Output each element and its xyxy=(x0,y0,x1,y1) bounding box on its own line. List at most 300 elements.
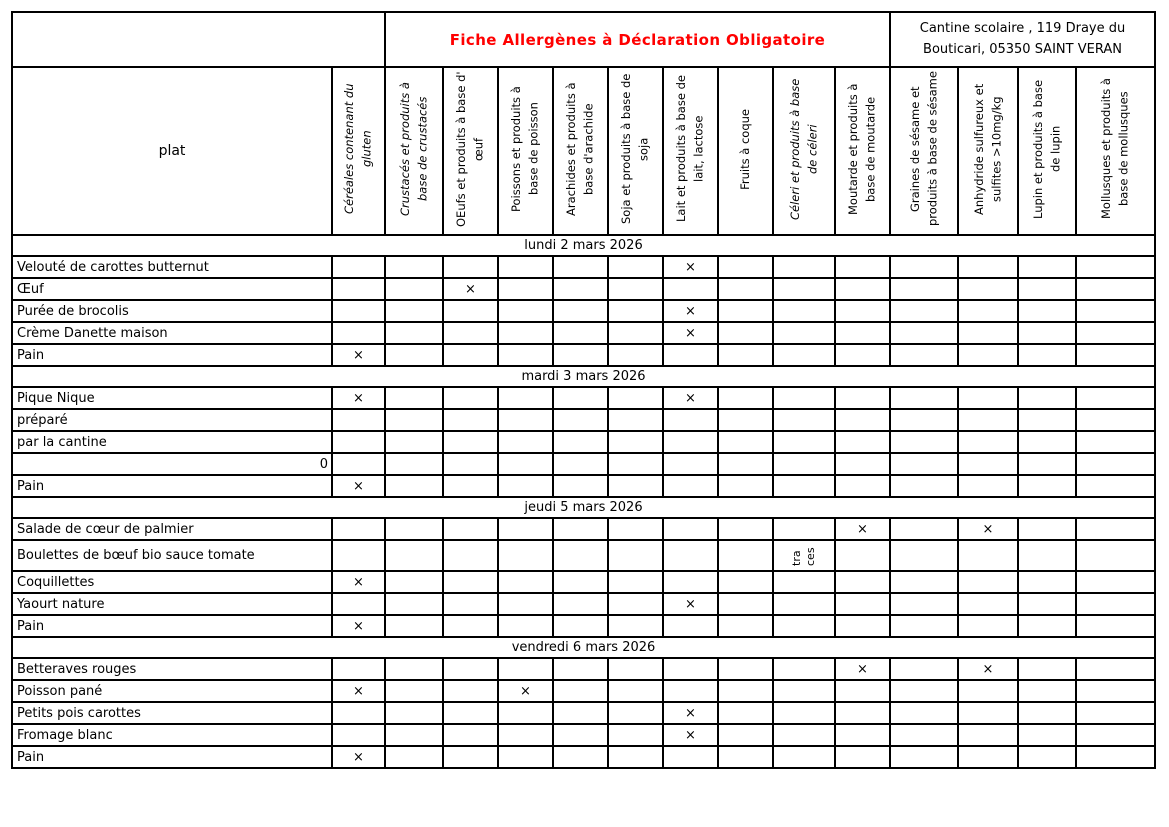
cross-mark-cell: × xyxy=(663,724,718,746)
allergen-mark-cell xyxy=(553,409,608,431)
allergen-mark-cell xyxy=(663,615,718,637)
dish-name-cell: Pain xyxy=(12,475,332,497)
allergen-mark-cell xyxy=(835,746,890,768)
allergen-mark-cell xyxy=(498,746,553,768)
allergen-mark-cell xyxy=(498,593,553,615)
cross-mark-cell: × xyxy=(332,615,385,637)
allergen-mark-cell xyxy=(608,540,663,571)
cantine-address xyxy=(890,12,1155,67)
allergen-mark-cell xyxy=(443,431,498,453)
section-date-row xyxy=(12,637,1155,658)
allergen-mark-cell xyxy=(958,431,1018,453)
allergen-mark-cell xyxy=(773,615,835,637)
allergen-mark-cell xyxy=(773,540,835,571)
allergen-mark-cell xyxy=(608,746,663,768)
allergen-mark-cell xyxy=(1018,593,1076,615)
allergen-mark-cell xyxy=(553,431,608,453)
allergen-mark-cell xyxy=(498,278,553,300)
allergen-mark-cell xyxy=(1076,724,1155,746)
dish-row xyxy=(12,593,1155,615)
section-date-label: lundi 2 mars 2026 xyxy=(12,235,1155,256)
allergen-mark-cell xyxy=(890,680,958,702)
allergen-mark-cell xyxy=(835,540,890,571)
allergen-mark-cell xyxy=(773,300,835,322)
allergen-mark-cell xyxy=(718,593,773,615)
dish-row xyxy=(12,344,1155,366)
allergen-mark-cell xyxy=(1076,518,1155,540)
allergen-mark-cell xyxy=(553,724,608,746)
allergen-mark-cell xyxy=(443,344,498,366)
allergen-mark-cell xyxy=(890,300,958,322)
cross-mark-cell: × xyxy=(332,387,385,409)
allergen-mark-cell xyxy=(385,300,443,322)
allergen-mark-cell xyxy=(608,256,663,278)
dish-name-cell: 0 xyxy=(12,453,332,475)
allergen-mark-cell xyxy=(1076,387,1155,409)
dish-name-cell: Velouté de carottes butternut xyxy=(12,256,332,278)
allergen-mark-cell xyxy=(835,702,890,724)
cross-mark-cell: × xyxy=(958,658,1018,680)
allergen-mark-cell xyxy=(1076,322,1155,344)
allergen-mark-cell xyxy=(498,409,553,431)
allergen-mark-cell xyxy=(890,615,958,637)
allergen-mark-cell xyxy=(958,540,1018,571)
address-line-1: Cantine scolaire , 119 Draye du xyxy=(919,20,1126,36)
allergen-mark-cell xyxy=(385,387,443,409)
allergen-mark-cell xyxy=(608,518,663,540)
allergen-mark-cell xyxy=(553,300,608,322)
allergen-mark-cell xyxy=(332,300,385,322)
dish-name-cell: Crème Danette maison xyxy=(12,322,332,344)
allergen-mark-cell xyxy=(663,680,718,702)
dish-row xyxy=(12,615,1155,637)
allergen-mark-cell xyxy=(663,571,718,593)
allergen-mark-cell xyxy=(498,387,553,409)
allergen-mark-cell xyxy=(890,658,958,680)
allergen-mark-cell xyxy=(1018,702,1076,724)
allergen-mark-cell xyxy=(835,724,890,746)
allergen-mark-cell xyxy=(443,724,498,746)
dish-row xyxy=(12,724,1155,746)
allergen-mark-cell xyxy=(890,387,958,409)
allergen-mark-cell xyxy=(718,256,773,278)
allergen-mark-cell xyxy=(1076,571,1155,593)
allergen-mark-cell xyxy=(443,615,498,637)
allergen-table xyxy=(11,11,1156,769)
allergen-mark-cell xyxy=(773,322,835,344)
cross-mark-cell: × xyxy=(958,518,1018,540)
allergen-mark-cell xyxy=(1076,278,1155,300)
allergen-mark-cell xyxy=(385,571,443,593)
top-left-empty-cell xyxy=(12,12,385,67)
allergen-column-label: Céleri et produits à base de céleri xyxy=(787,78,819,220)
allergen-mark-cell xyxy=(890,453,958,475)
allergen-mark-cell xyxy=(773,593,835,615)
allergen-mark-cell xyxy=(385,746,443,768)
allergen-mark-cell xyxy=(553,518,608,540)
dish-name-cell: Salade de cœur de palmier xyxy=(12,518,332,540)
allergen-mark-cell xyxy=(1076,702,1155,724)
dish-name-cell: Pain xyxy=(12,746,332,768)
allergen-mark-cell xyxy=(498,344,553,366)
allergen-mark-cell xyxy=(332,724,385,746)
allergen-mark-cell xyxy=(498,658,553,680)
allergen-mark-cell xyxy=(385,409,443,431)
allergen-mark-cell xyxy=(1018,300,1076,322)
cross-mark-cell: × xyxy=(498,680,553,702)
allergen-column-label: Céréales contenant du gluten xyxy=(342,83,374,215)
allergen-mark-cell xyxy=(385,475,443,497)
allergen-mark-cell xyxy=(718,746,773,768)
allergen-mark-cell xyxy=(385,615,443,637)
allergen-mark-cell xyxy=(718,518,773,540)
allergen-mark-cell xyxy=(773,475,835,497)
allergen-mark-cell xyxy=(498,322,553,344)
dish-row xyxy=(12,453,1155,475)
allergen-column-label: Crustacés et produits à base de crustacés xyxy=(397,82,429,216)
allergen-mark-cell xyxy=(718,475,773,497)
allergen-mark-cell xyxy=(958,593,1018,615)
allergen-mark-cell xyxy=(443,256,498,278)
allergen-column-header xyxy=(498,67,553,235)
allergen-mark-cell xyxy=(718,431,773,453)
allergen-mark-cell xyxy=(890,571,958,593)
dish-name-cell: Boulettes de bœuf bio sauce tomate xyxy=(12,540,332,571)
cross-mark-cell: × xyxy=(835,518,890,540)
allergen-mark-cell xyxy=(385,344,443,366)
allergen-mark-cell xyxy=(608,409,663,431)
dish-name-cell: Yaourt nature xyxy=(12,593,332,615)
allergen-mark-cell xyxy=(332,540,385,571)
allergen-column-header xyxy=(443,67,498,235)
cross-mark-cell: × xyxy=(663,300,718,322)
allergen-mark-cell xyxy=(385,431,443,453)
plat-column-header: plat xyxy=(12,67,332,235)
allergen-mark-cell xyxy=(1076,300,1155,322)
allergen-column-header xyxy=(663,67,718,235)
allergen-mark-cell xyxy=(498,724,553,746)
allergen-mark-cell xyxy=(332,658,385,680)
allergen-mark-cell xyxy=(718,658,773,680)
dish-row xyxy=(12,475,1155,497)
allergen-mark-cell xyxy=(1076,256,1155,278)
allergen-mark-cell xyxy=(1018,387,1076,409)
allergen-mark-cell xyxy=(835,571,890,593)
allergen-mark-cell xyxy=(332,256,385,278)
allergen-mark-cell xyxy=(385,278,443,300)
allergen-mark-cell xyxy=(958,680,1018,702)
allergen-mark-cell xyxy=(835,322,890,344)
dish-name-cell: Petits pois carottes xyxy=(12,702,332,724)
allergen-mark-cell xyxy=(718,724,773,746)
allergen-mark-cell xyxy=(718,409,773,431)
allergen-mark-cell xyxy=(443,593,498,615)
cross-mark-cell: × xyxy=(835,658,890,680)
allergen-mark-cell xyxy=(835,409,890,431)
allergen-mark-cell xyxy=(835,453,890,475)
allergen-mark-cell xyxy=(1018,571,1076,593)
allergen-mark-cell xyxy=(553,680,608,702)
allergen-mark-cell xyxy=(553,278,608,300)
top-band-row xyxy=(12,12,1155,67)
allergen-mark-cell xyxy=(385,540,443,571)
allergen-mark-cell xyxy=(1076,615,1155,637)
allergen-mark-cell xyxy=(385,256,443,278)
traces-mark: tra ces xyxy=(790,547,817,566)
dish-row xyxy=(12,680,1155,702)
allergen-mark-cell xyxy=(498,256,553,278)
allergen-mark-cell xyxy=(443,658,498,680)
allergen-mark-cell xyxy=(773,278,835,300)
allergen-column-header xyxy=(1018,67,1076,235)
allergen-mark-cell xyxy=(608,453,663,475)
dish-name-cell: Fromage blanc xyxy=(12,724,332,746)
allergen-column-label: OEufs et produits à base d' œuf xyxy=(454,71,486,227)
allergen-mark-cell xyxy=(332,409,385,431)
allergen-mark-cell xyxy=(835,300,890,322)
dish-row xyxy=(12,746,1155,768)
allergen-mark-cell xyxy=(835,615,890,637)
allergen-mark-cell xyxy=(553,571,608,593)
allergen-mark-cell xyxy=(958,344,1018,366)
allergen-mark-cell xyxy=(663,453,718,475)
allergen-mark-cell xyxy=(1076,453,1155,475)
allergen-mark-cell xyxy=(1076,540,1155,571)
allergen-mark-cell xyxy=(718,571,773,593)
allergen-mark-cell xyxy=(608,615,663,637)
cross-mark-cell: × xyxy=(332,571,385,593)
allergen-mark-cell xyxy=(385,724,443,746)
allergen-column-label: Moutarde et produits à base de moutarde xyxy=(846,83,878,215)
allergen-mark-cell xyxy=(835,344,890,366)
dish-row xyxy=(12,571,1155,593)
allergen-mark-cell xyxy=(773,256,835,278)
allergen-mark-cell xyxy=(663,409,718,431)
allergen-mark-cell xyxy=(498,571,553,593)
allergen-mark-cell xyxy=(385,518,443,540)
allergen-column-label: Lupin et produits à base de lupin xyxy=(1030,79,1062,219)
allergen-mark-cell xyxy=(835,680,890,702)
allergen-mark-cell xyxy=(608,702,663,724)
allergen-mark-cell xyxy=(443,409,498,431)
allergen-mark-cell xyxy=(443,571,498,593)
cross-mark-cell: × xyxy=(443,278,498,300)
dish-name-cell: préparé xyxy=(12,409,332,431)
allergen-mark-cell xyxy=(608,680,663,702)
allergen-mark-cell xyxy=(835,593,890,615)
allergen-mark-cell xyxy=(1018,278,1076,300)
allergen-mark-cell xyxy=(608,344,663,366)
allergen-mark-cell xyxy=(498,615,553,637)
allergen-mark-cell xyxy=(773,746,835,768)
allergen-mark-cell xyxy=(443,540,498,571)
allergen-mark-cell xyxy=(443,453,498,475)
allergen-mark-cell xyxy=(385,702,443,724)
cross-mark-cell: × xyxy=(663,702,718,724)
allergen-mark-cell xyxy=(332,431,385,453)
allergen-mark-cell xyxy=(385,658,443,680)
dish-name-cell: Coquillettes xyxy=(12,571,332,593)
allergen-mark-cell xyxy=(958,475,1018,497)
allergen-mark-cell xyxy=(773,724,835,746)
allergen-mark-cell xyxy=(608,571,663,593)
allergen-mark-cell xyxy=(890,702,958,724)
allergen-mark-cell xyxy=(663,518,718,540)
allergen-column-header xyxy=(1076,67,1155,235)
allergen-mark-cell xyxy=(1018,453,1076,475)
section-date-label: mardi 3 mars 2026 xyxy=(12,366,1155,387)
allergen-column-header xyxy=(773,67,835,235)
allergen-column-label: Anhydride sulfureux et sulfites >10mg/kg xyxy=(971,83,1003,215)
dish-name-cell: Pain xyxy=(12,615,332,637)
allergen-mark-cell xyxy=(890,344,958,366)
allergen-mark-cell xyxy=(1018,409,1076,431)
allergen-mark-cell xyxy=(443,300,498,322)
allergen-mark-cell xyxy=(773,702,835,724)
allergen-mark-cell xyxy=(1076,475,1155,497)
allergen-column-label: Arachides et produits à base d'arachide xyxy=(564,82,596,216)
allergen-mark-cell xyxy=(773,344,835,366)
allergen-mark-cell xyxy=(1076,746,1155,768)
allergen-mark-cell xyxy=(608,278,663,300)
dish-name-cell: Œuf xyxy=(12,278,332,300)
allergen-mark-cell xyxy=(553,475,608,497)
column-header-row xyxy=(12,67,1155,235)
allergen-mark-cell xyxy=(1076,680,1155,702)
allergen-mark-cell xyxy=(608,658,663,680)
cross-mark-cell: × xyxy=(663,593,718,615)
allergen-mark-cell xyxy=(773,431,835,453)
allergen-mark-cell xyxy=(498,540,553,571)
allergen-mark-cell xyxy=(835,278,890,300)
allergen-column-label: Mollusques et produits à base de mollusques xyxy=(1099,78,1131,220)
allergen-mark-cell xyxy=(332,593,385,615)
allergen-mark-cell xyxy=(773,680,835,702)
allergen-mark-cell xyxy=(890,322,958,344)
allergen-mark-cell xyxy=(718,453,773,475)
allergen-mark-cell xyxy=(835,387,890,409)
allergen-mark-cell xyxy=(1018,344,1076,366)
allergen-mark-cell xyxy=(1018,518,1076,540)
allergen-mark-cell xyxy=(890,746,958,768)
allergen-mark-cell xyxy=(1018,724,1076,746)
allergen-mark-cell xyxy=(385,593,443,615)
allergen-mark-cell xyxy=(773,658,835,680)
cross-mark-cell: × xyxy=(663,256,718,278)
allergen-mark-cell xyxy=(1018,475,1076,497)
dish-name-cell: par la cantine xyxy=(12,431,332,453)
section-date-row xyxy=(12,235,1155,256)
allergen-mark-cell xyxy=(498,475,553,497)
allergen-column-header xyxy=(332,67,385,235)
dish-name-cell: Betteraves rouges xyxy=(12,658,332,680)
dish-row xyxy=(12,256,1155,278)
allergen-mark-cell xyxy=(663,658,718,680)
allergen-mark-cell xyxy=(663,344,718,366)
allergen-mark-cell xyxy=(890,256,958,278)
allergen-mark-cell xyxy=(498,431,553,453)
allergen-mark-cell xyxy=(773,409,835,431)
dish-name-cell: Purée de brocolis xyxy=(12,300,332,322)
allergen-mark-cell xyxy=(553,387,608,409)
allergen-mark-cell xyxy=(1018,431,1076,453)
allergen-mark-cell xyxy=(718,278,773,300)
allergen-mark-cell xyxy=(608,475,663,497)
allergen-mark-cell xyxy=(718,702,773,724)
allergen-mark-cell xyxy=(1076,431,1155,453)
dish-row xyxy=(12,300,1155,322)
allergen-mark-cell xyxy=(608,300,663,322)
allergen-mark-cell xyxy=(890,431,958,453)
allergen-mark-cell xyxy=(718,300,773,322)
allergen-mark-cell xyxy=(958,724,1018,746)
allergen-mark-cell xyxy=(890,475,958,497)
section-date-row xyxy=(12,366,1155,387)
cross-mark-cell: × xyxy=(332,344,385,366)
allergen-mark-cell xyxy=(958,278,1018,300)
allergen-column-header xyxy=(608,67,663,235)
dish-row xyxy=(12,702,1155,724)
allergen-column-header xyxy=(385,67,443,235)
allergen-mark-cell xyxy=(958,453,1018,475)
dish-name-cell: Pique Nique xyxy=(12,387,332,409)
allergen-mark-cell xyxy=(553,540,608,571)
allergen-mark-cell xyxy=(1018,322,1076,344)
cross-mark-cell: × xyxy=(663,387,718,409)
allergen-column-header xyxy=(835,67,890,235)
allergen-mark-cell xyxy=(663,431,718,453)
cross-mark-cell: × xyxy=(332,680,385,702)
allergen-mark-cell xyxy=(1076,409,1155,431)
allergen-mark-cell xyxy=(553,658,608,680)
allergen-mark-cell xyxy=(498,702,553,724)
allergen-mark-cell xyxy=(1018,615,1076,637)
allergen-mark-cell xyxy=(332,518,385,540)
allergen-mark-cell xyxy=(1076,658,1155,680)
allergen-mark-cell xyxy=(498,518,553,540)
allergen-mark-cell xyxy=(958,746,1018,768)
allergen-mark-cell xyxy=(1018,680,1076,702)
allergen-mark-cell xyxy=(958,571,1018,593)
cross-mark-cell: × xyxy=(332,746,385,768)
allergen-mark-cell xyxy=(958,387,1018,409)
allergen-mark-cell xyxy=(1018,658,1076,680)
allergen-column-header xyxy=(718,67,773,235)
allergen-mark-cell xyxy=(773,453,835,475)
allergen-mark-cell xyxy=(890,724,958,746)
allergen-mark-cell xyxy=(385,322,443,344)
allergen-column-header xyxy=(890,67,958,235)
dish-row xyxy=(12,278,1155,300)
allergen-mark-cell xyxy=(958,702,1018,724)
allergen-mark-cell xyxy=(663,540,718,571)
allergen-mark-cell xyxy=(773,518,835,540)
allergen-mark-cell xyxy=(443,746,498,768)
allergen-mark-cell xyxy=(958,256,1018,278)
allergen-mark-cell xyxy=(718,680,773,702)
allergen-mark-cell xyxy=(553,593,608,615)
dish-row xyxy=(12,431,1155,453)
cross-mark-cell: × xyxy=(663,322,718,344)
allergen-mark-cell xyxy=(332,322,385,344)
allergen-mark-cell xyxy=(890,409,958,431)
allergen-mark-cell xyxy=(1076,344,1155,366)
allergen-mark-cell xyxy=(1018,540,1076,571)
allergen-mark-cell xyxy=(1018,746,1076,768)
sheet-title: Fiche Allergènes à Déclaration Obligatoire xyxy=(385,12,890,67)
dish-row xyxy=(12,540,1155,571)
allergen-mark-cell xyxy=(835,475,890,497)
